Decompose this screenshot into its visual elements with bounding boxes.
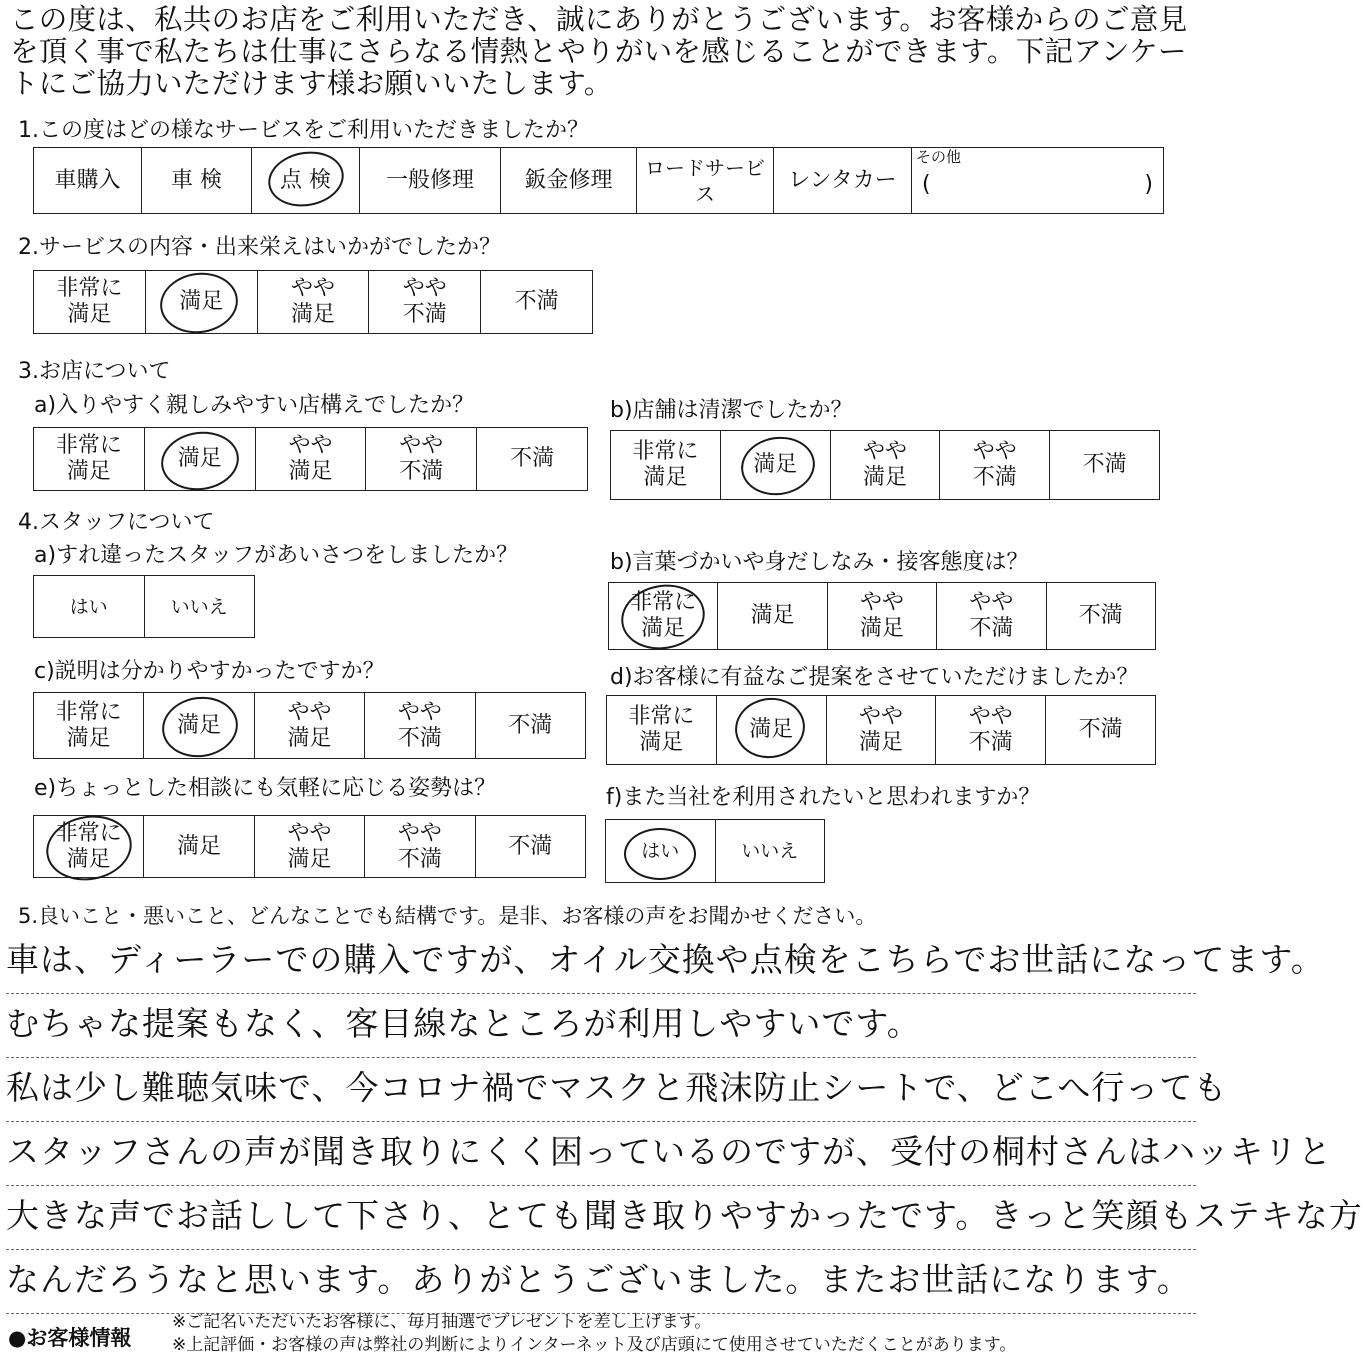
q4b-somewhat-dissatisfied-label: やや不満 <box>969 590 1014 641</box>
q4c-option-very-satisfied[interactable] <box>34 693 144 759</box>
q4c-satisfied-label: 満足 <box>177 712 222 738</box>
q4e-somewhat-dissatisfied-label: やや不満 <box>397 820 442 872</box>
q4d-option-very-satisfied[interactable] <box>607 696 717 765</box>
q3b-somewhat-dissatisfied-label: やや不満 <box>972 439 1017 490</box>
q4e-somewhat-satisfied-label: やや満足 <box>287 820 332 872</box>
q3a-option-satisfied[interactable] <box>144 428 255 491</box>
q4b-option-somewhat-satisfied[interactable] <box>827 583 936 650</box>
q3a-very-satisfied-label: 非常に満足 <box>55 433 122 484</box>
q4c-option-somewhat-satisfied[interactable] <box>254 693 364 759</box>
q3a-option-somewhat-dissatisfied[interactable] <box>366 428 477 491</box>
q4e-very-satisfied-label: 非常に満足 <box>55 820 122 872</box>
q4d-very-satisfied-label: 非常に満足 <box>628 704 695 755</box>
q4b-option-satisfied[interactable]: 満足 <box>718 583 827 650</box>
footer-note-1: ※ご記名いただいたお客様に、毎月抽選でプレゼントを差し上げます。 <box>172 1312 712 1332</box>
question-4a-options <box>33 575 255 638</box>
q3b-very-satisfied-label: 非常に満足 <box>632 439 699 490</box>
question-4e-label: e)ちょっとした相談にも気軽に応じる姿勢は？ <box>34 776 497 801</box>
intro-text: この度は、私共のお店をご利用いただき、誠にありがとうございます。お客様からのご意見を頂く事で私たちは仕事にさらなる情熱とやりがいを感じることができます。下記アンケートにご協力いただけます様お願いいたします。 <box>10 3 1188 100</box>
question-3b-options <box>610 430 1160 500</box>
q1-option-general-repair[interactable]: 一般修理 <box>360 148 501 214</box>
other-paren-close: ) <box>1144 172 1153 197</box>
question-4c-options <box>33 692 586 759</box>
comment-line: 大きな声でお話しして下さり、とても聞き取りやすかったです。きっと笑顔もステキな方 <box>6 1186 1196 1250</box>
q1-option-shaken[interactable]: 車 検 <box>142 148 252 214</box>
question-4a-label: a)すれ違ったスタッフがあいさつをしましたか？ <box>34 543 519 568</box>
question-4f-label: f)また当社を利用されたいと思われますか？ <box>606 785 1041 810</box>
q3a-somewhat-satisfied-label: やや満足 <box>288 433 333 484</box>
q4d-option-dissatisfied[interactable]: 不満 <box>1046 696 1156 765</box>
q4b-option-dissatisfied[interactable]: 不満 <box>1046 583 1155 650</box>
q2-option-somewhat-dissatisfied[interactable] <box>369 271 481 334</box>
q4b-somewhat-satisfied-label: やや満足 <box>859 590 904 641</box>
q4b-option-somewhat-dissatisfied[interactable] <box>937 583 1046 650</box>
question-1-label: 1.この度はどの様なサービスをご利用いただきましたか？ <box>18 118 589 143</box>
q4f-option-no[interactable]: いいえ <box>715 820 825 883</box>
question-4d-options <box>606 695 1156 765</box>
q4b-very-satisfied-label: 非常に満足 <box>630 590 697 641</box>
question-2-options <box>33 270 593 334</box>
comment-line: むちゃな提案もなく、客目線なところが利用しやすいです。 <box>6 994 1196 1058</box>
q4d-satisfied-label: 満足 <box>749 717 794 742</box>
question-3a-options <box>33 427 588 491</box>
q4d-option-somewhat-dissatisfied[interactable] <box>936 696 1046 765</box>
q4c-option-satisfied[interactable] <box>144 693 254 759</box>
q4d-somewhat-dissatisfied-label: やや不満 <box>968 704 1013 755</box>
q4c-somewhat-dissatisfied-label: やや不満 <box>397 699 442 751</box>
q4c-somewhat-satisfied-label: やや満足 <box>287 699 332 751</box>
q3a-option-somewhat-satisfied[interactable] <box>255 428 366 491</box>
q1-option-car-purchase[interactable]: 車購入 <box>34 148 142 214</box>
q3b-option-somewhat-satisfied[interactable] <box>830 431 940 500</box>
question-4-label: 4.スタッフについて <box>18 510 215 535</box>
question-3a-label: a)入りやすく親しみやすい店構えでしたか？ <box>34 393 475 418</box>
q4a-option-yes[interactable]: はい <box>34 576 145 638</box>
q4d-option-somewhat-satisfied[interactable] <box>826 696 936 765</box>
q4f-yes-label: はい <box>641 840 680 862</box>
q4b-option-very-satisfied[interactable] <box>609 583 718 650</box>
question-4f-options <box>605 819 825 883</box>
q4e-option-somewhat-satisfied[interactable] <box>254 816 364 878</box>
q1-option-inspection[interactable] <box>252 148 360 214</box>
q3a-option-dissatisfied[interactable]: 不満 <box>477 428 588 491</box>
q1-option-sheet-metal[interactable]: 鈑金修理 <box>501 148 637 214</box>
q2-very-satisfied-label: 非常に満足 <box>56 276 123 327</box>
comment-line: 私は少し難聴気味で、今コロナ禍でマスクと飛沫防止シートで、どこへ行っても <box>6 1058 1196 1122</box>
q3b-satisfied-label: 満足 <box>753 452 798 477</box>
question-3b-label: b)店舗は清潔でしたか？ <box>610 398 853 423</box>
other-label: その他 <box>916 148 962 166</box>
q4e-option-very-satisfied[interactable] <box>34 816 144 878</box>
question-4c-label: c)説明は分かりやすかったですか？ <box>34 659 385 684</box>
q3a-option-very-satisfied[interactable] <box>34 428 145 491</box>
q2-option-very-satisfied[interactable] <box>34 271 146 334</box>
q3b-option-somewhat-dissatisfied[interactable] <box>940 431 1050 500</box>
q2-option-dissatisfied[interactable]: 不満 <box>481 271 593 334</box>
q4c-very-satisfied-label: 非常に満足 <box>55 699 122 751</box>
q4d-somewhat-satisfied-label: やや満足 <box>858 704 903 755</box>
q2-somewhat-dissatisfied-label: やや不満 <box>402 276 447 327</box>
question-2-label: 2.サービスの内容・出来栄えはいかがでしたか？ <box>18 235 501 260</box>
q3b-option-satisfied[interactable] <box>720 431 830 500</box>
question-4b-label: b)言葉づかいや身だしなみ・接客態度は？ <box>610 550 1029 575</box>
comment-line: 車は、ディーラーでの購入ですが、オイル交換や点検をこちらでお世話になってます。 <box>6 930 1196 994</box>
customer-info-title: ●お客様情報 <box>8 1326 132 1350</box>
q2-option-satisfied[interactable] <box>145 271 257 334</box>
question-3-label: 3.お店について <box>18 359 171 384</box>
question-1-options <box>33 147 1164 214</box>
q4e-option-satisfied[interactable]: 満足 <box>144 816 254 878</box>
q2-satisfied-label: 満足 <box>179 289 224 314</box>
footer-note-2: ※上記評価・お客様の声は弊社の判断によりインターネット及び店頭にて使用させていただくことがあります。 <box>172 1335 1017 1355</box>
q2-option-somewhat-satisfied[interactable] <box>257 271 369 334</box>
q3b-option-very-satisfied[interactable] <box>611 431 721 500</box>
comment-line: スタッフさんの声が聞き取りにくく困っているのですが、受付の桐村さんはハッキリと <box>6 1122 1196 1186</box>
question-4d-label: d)お客様に有益なご提案をさせていただけましたか？ <box>610 665 1139 690</box>
question-5-label: 5.良いこと・悪いこと、どんなことでも結構です。是非、お客様の声をお聞かせください。 <box>18 904 877 928</box>
q1-option-other[interactable] <box>912 148 1164 214</box>
q4f-option-yes[interactable] <box>606 820 716 883</box>
q4d-option-satisfied[interactable] <box>716 696 826 765</box>
q1-option-rent-a-car[interactable]: レンタカー <box>774 148 912 214</box>
q4c-option-dissatisfied[interactable]: 不満 <box>475 693 585 759</box>
q1-option-inspection-label: 点 検 <box>280 167 331 193</box>
question-4e-options <box>33 815 586 878</box>
q3b-somewhat-satisfied-label: やや満足 <box>862 439 907 490</box>
comment-line: なんだろうなと思います。ありがとうございました。またお世話になります。 <box>6 1250 1196 1314</box>
q1-option-road-service[interactable]: ロードサービス <box>637 148 774 214</box>
q3a-satisfied-label: 満足 <box>177 446 222 471</box>
q3a-somewhat-dissatisfied-label: やや不満 <box>399 433 444 484</box>
q4c-option-somewhat-dissatisfied[interactable] <box>365 693 475 759</box>
question-4b-options <box>608 582 1156 650</box>
q3b-option-dissatisfied[interactable]: 不満 <box>1050 431 1160 500</box>
q4e-option-dissatisfied[interactable]: 不満 <box>475 816 585 878</box>
q4e-option-somewhat-dissatisfied[interactable] <box>365 816 475 878</box>
q4a-option-no[interactable]: いいえ <box>144 576 255 638</box>
other-paren-open: ( <box>922 172 931 197</box>
q2-somewhat-satisfied-label: やや満足 <box>290 276 335 327</box>
